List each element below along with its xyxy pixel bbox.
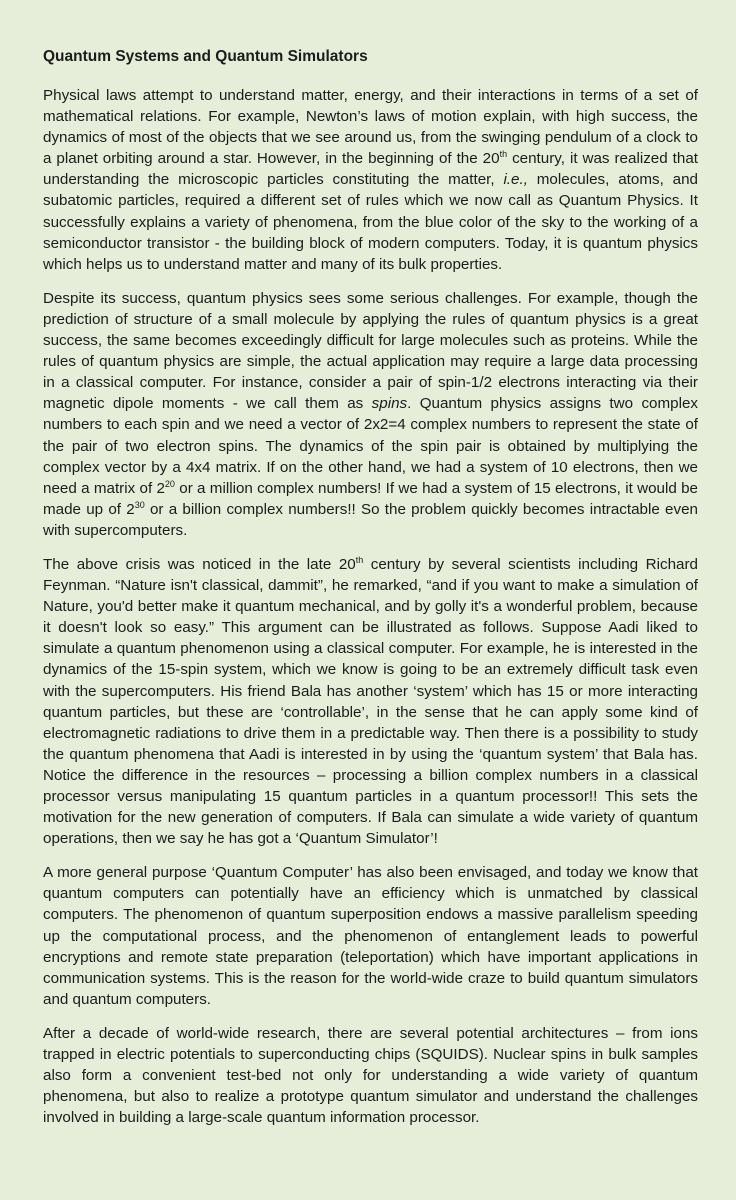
spins-italic: spins — [371, 395, 408, 413]
paragraph-1-text-a: Physical laws attempt to understand matter, energy, and their interactions in terms of a set of mathematical relations. For example, Newton’s laws of motion explain, with high success, the dynamics of most of the objects that we see around us, from the swinging pendulum of a clock to a planet orbiting around a star. However, in the beginning of the 20 — [43, 87, 698, 168]
paragraph-2-text-b: . Quantum physics assigns two complex numbers to each spin and we need a vector of 2x2=4 complex numbers to represent the state of the pair of two electron spins. The dynamics of the spin pair is obtained by multiplying the complex vector by a 4x4 matrix. If on the other hand, we had a system of 10 electrons, then we need a matrix of 2 — [43, 395, 698, 497]
superscript-20: 20 — [164, 478, 175, 489]
superscript-30: 30 — [134, 499, 145, 510]
superscript-th-2: th — [355, 554, 364, 565]
paragraph-5: After a decade of world-wide research, there are several potential architectures – from ions trapped in electric potentials to superconducting chips (SQUIDS). Nuclear spins in bulk samples also form a convenient test-bed not only for understanding a wide variety of quantum phenomena, but also to realize a prototype quantum simulator and understand the challenges involved in building a large-scale quantum information processor. — [43, 1024, 698, 1127]
paragraph-2-text-a: Despite its success, quantum physics sees some serious challenges. For example, though the prediction of structure of a small molecule by applying the rules of quantum physics is a great success, the same becomes exceedingly difficult for large molecules such as proteins. While the rules of quantum physics are simple, the actual application may require a large data processing in a classical computer. For instance, consider a pair of spin-1/2 electrons interacting via their magnetic dipole moments - we call them as — [43, 289, 698, 413]
paragraph-3-text-b: century by several scientists including Richard Feynman. “Nature isn't classical, dammit”, he remarked, “and if you want to make a simulation of Nature, you'd better make it quantum mechanical, and by golly it's a wonderful problem, because it doesn't look so easy.” This argument can be illustrated as follows. Suppose Aadi liked to simulate a quantum phenomenon using a classical computer. For example, he is interested in the dynamics of the 15-spin system, which we know is going to be an extremely difficult task even with the supercomputers. His friend Bala has another ‘system’ which has 15 or more interacting quantum particles, but these are ‘controllable’, in the sense that he can apply some kind of electromagnetic radiations to drive them in a predictable way. Then there is a possibility to study the quantum phenomena that Aadi is interested in by using the ‘quantum system’ that Bala has. Notice the difference in the resources – processing a billion complex numbers in a classical processor versus manipulating 15 quantum particles in a quantum processor!! This sets the motivation for the new generation of computers. If Bala can simulate a wide variety of quantum operations, then we say he has got a ‘Quantum Simulator’! — [43, 555, 698, 848]
superscript-th: th — [499, 149, 508, 160]
ie-italic: i.e., — [503, 171, 528, 189]
paragraph-1-text-c: molecules, atoms, and subatomic particles, required a different set of rules which we now call as Quantum Physics. It successfully explains a variety of phenomena, from the blue color of the sky to the working of a semiconductor transistor - the building block of modern computers. Today, it is quantum physics which helps us to understand matter and many of its bulk properties. — [43, 171, 698, 273]
paragraph-2 — [43, 288, 698, 541]
paragraph-4: A more general purpose ‘Quantum Computer’ has also been envisaged, and today we know that quantum computers can potentially have an efficiency which is unmatched by classical computers. The phenomenon of quantum superposition endows a massive parallelism speeding up the computational process, and the phenomenon of entanglement leads to powerful encryptions and remote state preparation (teleportation) which have important applications in communication systems. This is the reason for the world-wide craze to build quantum simulators and quantum computers. — [43, 864, 698, 1008]
paragraph-3 — [43, 554, 698, 849]
paragraph-2-text-d: or a billion complex numbers!! So the problem quickly becomes intractable even with supercomputers. — [43, 500, 698, 539]
paragraph-2-text-c: or a million complex numbers! If we had a system of 15 electrons, it would be made up of 2 — [43, 479, 698, 518]
paragraph-1-text-b: century, it was realized that understanding the microscopic particles constituting the matter, — [43, 150, 698, 189]
document-title: Quantum Systems and Quantum Simulators — [43, 48, 368, 65]
paragraph-3-text-a: The above crisis was noticed in the late 20 — [43, 555, 356, 573]
paragraph-1 — [43, 85, 698, 275]
